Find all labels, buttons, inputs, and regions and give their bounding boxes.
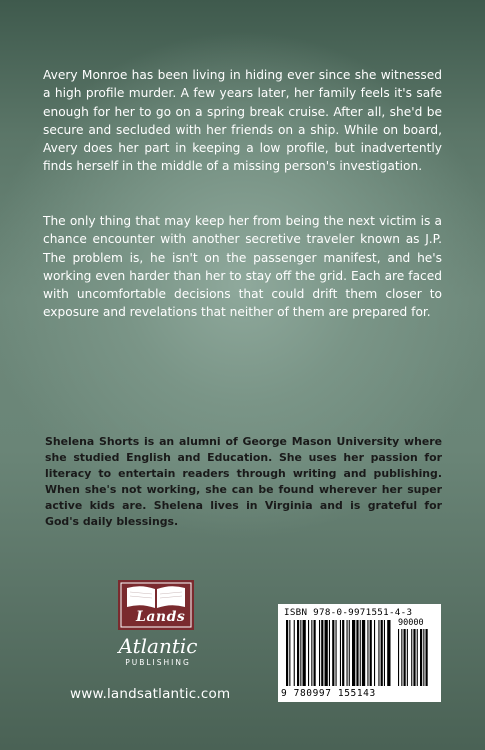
addon-bar [398,629,399,686]
barcode-bar [319,620,320,686]
isbn-label: ISBN 978-0-9971551-4-3 [284,607,413,618]
addon-bar [423,629,424,686]
barcode-bar [384,620,385,686]
barcode-bar [303,620,306,686]
barcode-bar [311,620,312,686]
addon-bar [420,629,422,686]
barcode-bar [374,620,375,686]
isbn-barcode [278,604,441,702]
barcode-bar [342,620,344,686]
price-code: 90000 [398,618,424,628]
barcode-bar [294,620,295,686]
barcode-bar [349,620,350,686]
barcode-bar [356,620,358,686]
barcode-bar [352,620,355,686]
addon-bar [417,629,418,686]
addon-bar [401,629,402,686]
blurb-paragraph-2: The only thing that may keep her from being the next victim is a chance encounter with another secretive traveler known as J.P. The problem is, he isn't on the passenger manifest, and he's working even harder than her to stay off the grid. Each are faced with uncomfortable decisions that could drift them closer to exposure and revelations that neither of them are prepared for. [43,214,442,320]
author-bio: Shelena Shorts is an alumni of George Mason University where she studied English and Education. She uses her passion for literacy to entertain readers through writing and publishing. When she's not working, she can be found wherever her super active kids are. Shelena lives in Virginia and is grateful for God's daily blessings. [45,435,442,528]
barcode-bar [336,620,337,686]
publisher-logo [108,578,208,683]
barcode-bar [321,620,323,686]
barcode-bar [362,620,365,686]
publisher-name: Atlantic [118,634,198,658]
barcode-bar [370,620,372,686]
ean-digits: 9 780997 155143 [281,688,376,699]
barcode-bar [300,620,301,686]
blurb-paragraph-1: Avery Monroe has been living in hiding ever since she witnessed a high profile murder. A few years later, her family feels it's safe enough for her to go on a spring break cruise. After all, she'd be secure and secluded with her friends on a ship. While on board, Avery does her part in keeping a low profile, but inadvertently finds herself in the middle of a missing person's investigation. [43,68,442,174]
barcode-bar [325,620,328,686]
barcode-bar [378,620,379,686]
barcode-bar [367,620,368,686]
publisher-subtitle: PUBLISHING [125,658,191,667]
publisher-website: www.landsatlantic.com [70,686,231,702]
barcode-bar [332,620,334,686]
logo-script: Lands [136,609,186,625]
addon-bar [413,629,415,686]
barcode-bar [289,620,290,686]
barcode-bar [387,620,390,686]
barcode-bar [297,620,299,686]
barcode-bar [381,620,383,686]
barcode-bar [286,620,288,686]
barcode-bar [360,620,361,686]
barcode-bar [314,620,316,686]
barcode-bar [329,620,330,686]
addon-bar [404,629,406,686]
barcode-bar [340,620,341,686]
barcode-bar [347,620,348,686]
barcode-bar [308,620,309,686]
addon-bar [426,629,428,686]
addon-bar [411,629,412,686]
addon-bar [407,629,408,686]
